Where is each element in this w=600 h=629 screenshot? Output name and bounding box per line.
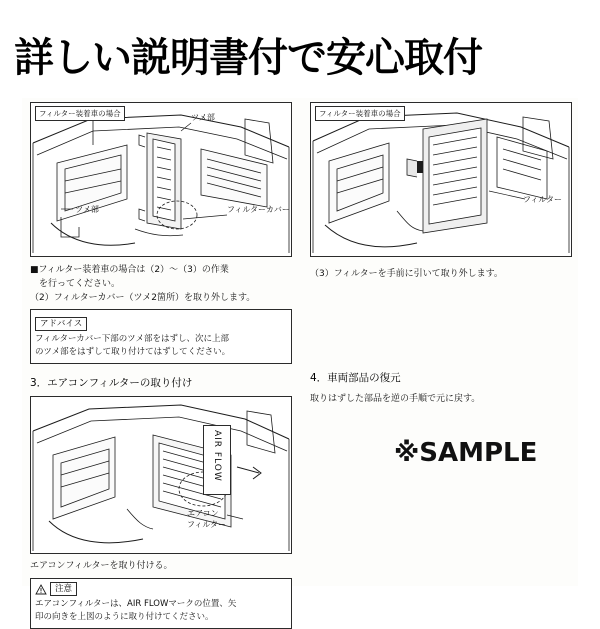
page-title: 詳しい説明書付で安心取付 (14, 35, 482, 81)
advice-line-1: フィルターカバー下部のツメ部をはずし、次に上部 (35, 334, 229, 344)
caution-line-1: エアコンフィルターは、AIR FLOWマークの位置、矢 (35, 599, 237, 609)
caution-title: 注意 (50, 582, 77, 596)
figure-2-caption: フィルター装着車の場合 (315, 106, 405, 121)
figure-1-label-tsume-top: ツメ部 (191, 113, 215, 122)
figure-2-drawing (311, 103, 571, 256)
right-step-3-text: （3）フィルターを手前に引いて取り外します。 (310, 269, 503, 279)
advice-line-2: のツメ部をはずして取り付けてはずしてください。 (35, 347, 231, 357)
right-column (310, 102, 572, 406)
step-4-title: 4．車両部品の復元 (310, 372, 401, 384)
caution-box (30, 578, 292, 629)
warning-triangle-icon (35, 584, 47, 595)
left-instruction-line-3: （2）フィルターカバー（ツメ2箇所）を取り外します。 (30, 293, 256, 303)
figure-1 (30, 102, 292, 257)
left-instruction-line-2: を行ってください。 (30, 279, 121, 289)
figure-3 (30, 396, 292, 554)
figure-3-label-filter-line1: エアコン (187, 509, 219, 518)
figure-3-drawing (31, 397, 291, 553)
step-4-body: 取りはずした部品を逆の手順で元に戻す。 (310, 394, 481, 404)
figure-2-label-filter: フィルター (523, 195, 563, 204)
instruction-sheet (22, 98, 578, 622)
figure-1-label-cover: フィルターカバー (227, 205, 290, 214)
figure-1-caption: フィルター装着車の場合 (35, 106, 125, 121)
figure-3-label-filter-line2: フィルター (187, 520, 227, 529)
figure-1-drawing (31, 103, 291, 256)
step-3-title: 3．エアコンフィルターの取り付け (30, 377, 193, 389)
left-column (30, 102, 292, 629)
sample-watermark: ※SAMPLE (394, 438, 538, 468)
figure-2 (310, 102, 572, 257)
left-instruction-block (30, 263, 292, 305)
left-instruction-line-1: ■フィルター装着車の場合は（2）～（3）の作業 (30, 265, 229, 275)
figure-1-label-tsume-left: ツメ部 (75, 205, 99, 214)
advice-box (30, 309, 292, 364)
fit-caption: エアコンフィルターを取り付ける。 (30, 561, 173, 571)
air-flow-marker (203, 425, 231, 495)
caution-line-2: 印の向きを上図のように取り付けてください。 (35, 612, 214, 622)
advice-title: アドバイス (35, 317, 87, 331)
air-flow-label: AIR FLOW (212, 430, 222, 482)
